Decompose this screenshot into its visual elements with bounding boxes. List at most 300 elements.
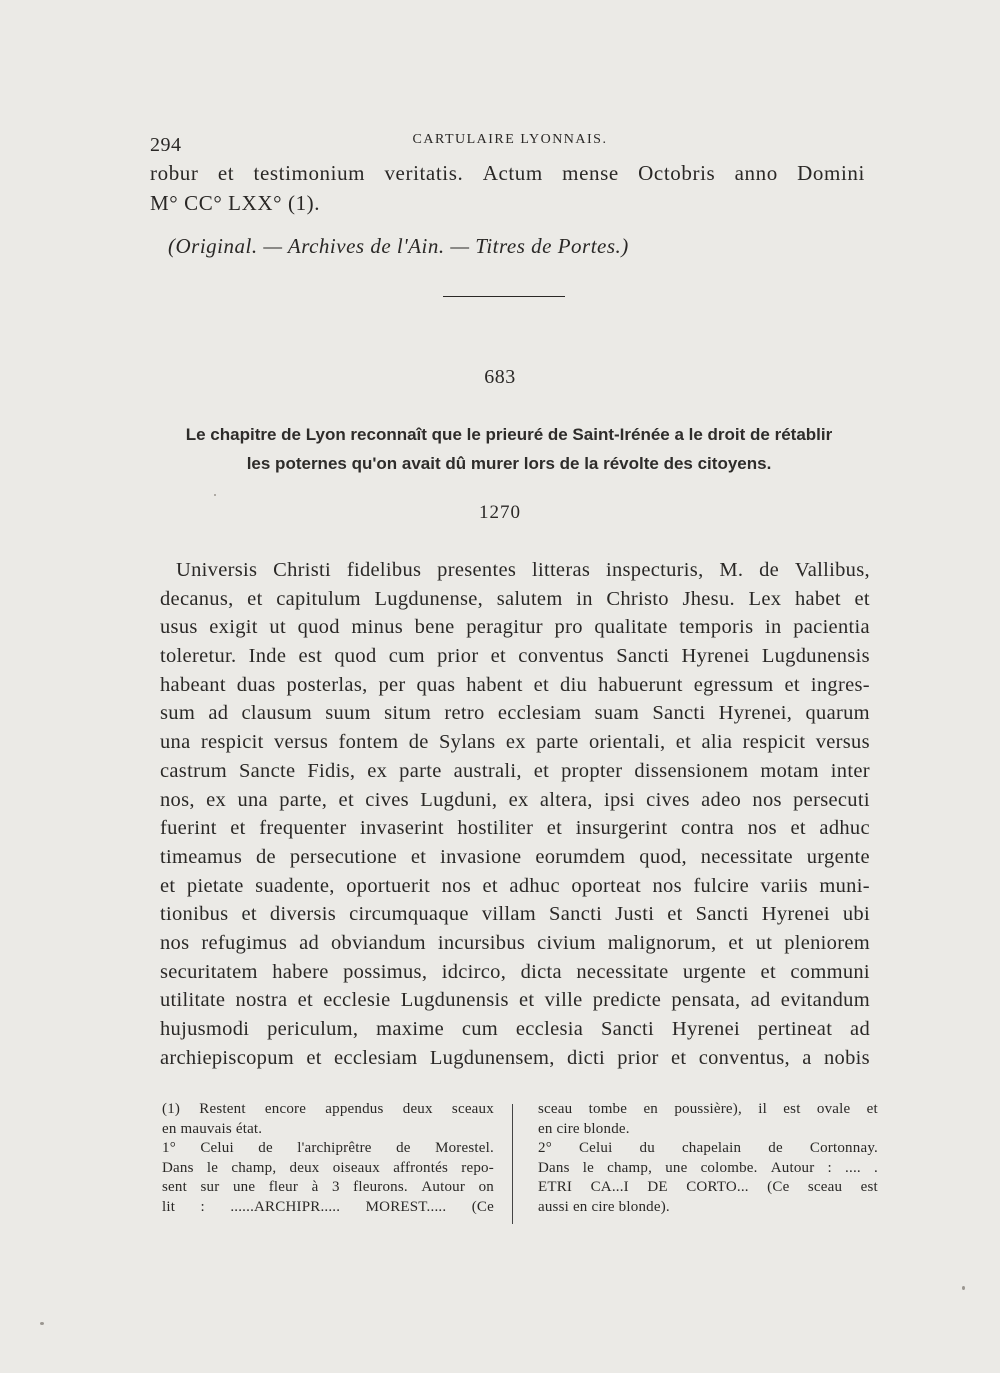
word: necessitate [700,845,793,868]
word: Lugdunensis [400,989,509,1012]
footnote-line [162,1100,494,1120]
word: et [784,673,800,696]
word: oportuerit [346,874,431,897]
word: archiepiscopum [160,1046,294,1069]
word: de [408,731,429,754]
footnote-column-left [162,1100,494,1217]
body-line [160,986,870,1015]
word: decanus, [160,587,234,610]
word: Dans [162,1159,194,1176]
word: et [482,874,498,897]
word: est [783,1101,801,1117]
word: Sancti [600,1018,655,1040]
word: ad [750,989,771,1012]
word: Lugdunensis [761,645,870,668]
word: colombe. [700,1159,758,1176]
word: castrum [160,759,227,782]
word: et [854,587,870,610]
document-body [160,556,870,1072]
word: propter [561,759,623,782]
word: Actum [482,161,543,185]
word: deux [289,1159,320,1176]
word: ETRI [538,1179,573,1195]
word: et [297,989,314,1012]
word: ad [299,931,320,954]
word: Christo [606,587,669,610]
word: repo- [461,1159,494,1176]
word: et [230,817,246,840]
word: cives [646,788,690,811]
word: et [241,903,257,926]
word: villam [481,903,537,926]
word: et [533,673,550,696]
word: fuerint [160,817,217,840]
word: urgente [806,845,870,868]
word: ex [206,788,227,811]
word: l'archiprêtre [297,1140,372,1156]
word: sur [200,1179,220,1195]
paper-speck [214,494,216,496]
word: motam [760,759,819,782]
word: pro [554,616,583,639]
footnotes [162,1100,880,1225]
word: pensata, [671,989,741,1012]
word: adhuc [509,874,560,897]
body-line [160,671,870,700]
word: Lugduni, [420,788,498,811]
word: ingres- [810,673,870,696]
word: de [396,1140,411,1156]
word: frequenter [259,817,347,840]
word: salutem [496,587,563,610]
word: ecclesiam [334,1046,418,1069]
word: Octobris [638,161,716,185]
word: Morestel. [435,1140,494,1156]
word: adeo [701,788,742,811]
word: sceau [807,1179,843,1195]
word: orientali, [588,731,666,754]
word: bene [414,616,455,639]
word: poussière), [674,1101,742,1117]
word: diversis [269,903,337,926]
running-head [150,130,870,160]
word: presentes [437,559,517,581]
previous-text-line-1 [150,158,865,188]
word: clausum [241,702,312,725]
word: duas [236,673,276,696]
word: en [643,1101,658,1117]
word: ad [208,702,229,725]
word: ex [505,731,526,754]
word: periculum, [267,1018,359,1040]
word: ecclesiam [497,702,582,725]
word: una [160,731,191,754]
word: posterlas, [286,673,368,696]
word: et [760,960,776,983]
word: ut [269,616,286,639]
word: ecclesia [515,1018,584,1040]
word: et [546,817,563,840]
summary-line: les poternes qu'on avait dû murer lors de la révolte des citoyens. [246,454,772,473]
word: hujusmodi [160,1018,250,1040]
word: parte [399,759,442,782]
word: testimonium [253,161,366,185]
word: cum [461,1018,499,1040]
word: ubi [842,903,870,926]
word: .... [845,1159,861,1176]
body-line [160,699,870,728]
footnote-line [538,1159,878,1179]
word: conventus [518,645,605,668]
footnote-line [162,1198,494,1218]
word: Fidis, [307,759,356,782]
section-divider [443,296,565,297]
paper-speck [962,1286,965,1290]
word: suam [594,702,640,725]
word: persecutione [289,845,398,868]
word: capitulum [276,587,361,610]
word: est [298,645,323,668]
word: fidelibus [346,559,422,581]
word: et [670,1046,687,1069]
word: champ, [607,1159,653,1176]
word: nos [652,874,682,897]
word: predicte [592,989,662,1012]
word: dissensionem [634,759,749,782]
word: Universis [176,559,258,581]
word: ville [544,989,583,1012]
body-line [160,757,870,786]
word: invaserint [359,817,444,840]
word: mense [562,161,619,185]
word: quod, [639,845,687,868]
word: encore [264,1101,307,1117]
body-line [160,843,870,872]
footnote-line [162,1159,494,1179]
summary-line: Le chapitre de Lyon reconnaît que le prieuré de Saint-Irénée a le droit de rétablir [185,425,833,444]
footnote-line [162,1139,494,1159]
word: ......ARCHIPR..... [230,1198,341,1215]
word: Hyrenei [761,903,830,926]
word: alia [701,731,733,754]
word: (Ce [471,1198,494,1215]
word: et [675,731,692,754]
word: dicta [520,960,562,983]
word: respicit [742,731,806,754]
word: Justi [615,903,655,926]
word: deux [402,1101,433,1117]
word: una [237,788,268,811]
word: egressum [693,673,774,696]
word: suadente, [255,874,335,897]
word: de [759,559,780,581]
body-line [160,814,870,843]
word: Hyrenei, [718,702,793,725]
page-number: 294 [150,134,182,156]
word: sceaux [451,1101,494,1117]
word: retro [444,702,485,725]
word: et [247,587,263,610]
body-line [160,556,870,585]
word: Jhesu. [682,587,735,610]
word: cum [388,645,425,668]
word: Lugdunense, [374,587,484,610]
source-note: (Original. — Archives de l'Ain. — Titres de Portes.) [168,234,629,258]
word: une [665,1159,688,1176]
word: (1) [162,1101,181,1117]
word: cives [365,788,409,811]
word: per [378,673,406,696]
word: incursibus [437,931,526,954]
word: ipsi [604,788,635,811]
word: (Ce [767,1179,790,1195]
word: du [639,1140,655,1156]
word: et [533,759,550,782]
word: sceau [538,1101,573,1117]
word: sent [162,1179,187,1195]
word: necessitate [576,960,669,983]
word: muni- [819,874,870,897]
word: M. [719,559,744,581]
word: et [790,817,806,840]
word: ex [508,788,529,811]
word: et [217,161,235,185]
footnote-line [538,1100,878,1120]
word: et [160,874,176,897]
word: adhuc [819,817,870,840]
word: de [255,845,276,868]
word: Sancti [549,903,603,926]
word: variis [760,874,808,897]
word: ex [367,759,388,782]
paper-speck [40,1322,44,1325]
footnote-line: aussi en cire blonde). [538,1198,670,1215]
word: pertineat [757,1018,833,1040]
word: prior [617,1046,659,1069]
body-line [160,1044,870,1073]
footnote-line: en mauvais état. [162,1120,263,1137]
word: Lex [748,587,782,610]
word: oiseaux [332,1159,380,1176]
footnote-line [162,1178,494,1198]
word: de [768,1140,783,1156]
word: on [478,1179,494,1195]
word: ecclesie [323,989,391,1012]
word: oporteat [571,874,641,897]
word: Sancti [652,702,706,725]
word: 3 [331,1179,340,1195]
word: securitatem [160,960,258,983]
word: diu [560,673,588,696]
previous-text-line-2: M° CC° LXX° (1). [150,191,321,215]
word: respicit [200,731,264,754]
word: et [338,788,354,811]
word: Sancte [238,759,296,782]
word: inspecturis, [605,559,704,581]
word: lit [162,1198,176,1215]
word: robur [150,161,199,185]
word: litteras [531,559,591,581]
word: exigit [209,616,258,639]
word: in [765,616,782,639]
word: et [866,1101,878,1117]
footnote-line [538,1178,878,1198]
word: in [576,587,593,610]
word: fontem [338,731,399,754]
word: Autour [421,1179,466,1195]
word: situm [384,702,432,725]
word: qualitate [594,616,668,639]
word: une [232,1179,256,1195]
body-line [160,728,870,757]
word: Sancti [695,903,749,926]
word: et [728,931,744,954]
word: affrontés [393,1159,449,1176]
word: urgente [682,960,747,983]
word: nos [747,817,777,840]
word: prior [437,645,479,668]
word: et [306,1046,322,1069]
word: persecuti [793,788,870,811]
word: australi, [453,759,522,782]
word: parte [536,731,579,754]
running-title: CARTULAIRE LYONNAIS. [412,132,608,147]
word: tionibus [160,903,229,926]
word: CA...I [590,1179,629,1195]
word: Inde [248,645,287,668]
word: nobis [823,1046,870,1069]
word: MOREST..... [365,1198,447,1215]
word: chapelain [681,1140,742,1156]
word: fleur [268,1179,299,1195]
word: le [582,1159,594,1176]
word: communi [790,960,870,983]
word: . [873,1159,878,1176]
word: et [519,989,535,1012]
body-line [160,1015,870,1044]
word: DE [647,1179,668,1195]
word: ut [755,931,773,954]
body-line [160,613,870,642]
word: nos [752,788,782,811]
word: fulcire [693,874,749,897]
word: Lugdunensem, [429,1046,555,1069]
word: circumquaque [349,903,469,926]
word: habere [272,960,329,983]
word: utilitate [160,989,226,1012]
word: quod [334,645,377,668]
word: anno [734,161,778,185]
word: et [667,903,683,926]
word: le [206,1159,219,1176]
word: sum [160,702,196,725]
word: malignorum, [607,931,717,954]
word: obviandum [330,931,426,954]
body-line [160,585,870,614]
word: dicti [567,1046,605,1069]
word: versus [815,731,870,754]
word: Sancti [616,645,670,668]
word: : [827,1159,832,1176]
word: habent [466,673,523,696]
document-summary [148,420,870,478]
word: maxime [376,1018,445,1040]
body-line [160,900,870,929]
word: et [410,845,427,868]
word: pacientia [793,616,870,639]
footnote-column-divider [512,1104,513,1224]
word: evitandum [780,989,870,1012]
word: toleretur. [160,645,237,668]
word: tombe [588,1101,628,1117]
word: Vallibus, [794,559,870,581]
word: habeant [160,673,226,696]
word: habuerunt [598,673,683,696]
word: fleurons. [353,1179,408,1195]
word: : [200,1198,205,1215]
word: ad [850,1018,870,1040]
word: nos [160,931,190,954]
footnote-column-right [538,1100,878,1217]
word: Celui [200,1140,234,1156]
word: insurgerint [575,817,668,840]
word: pleniorem [784,931,870,954]
word: quas [416,673,456,696]
word: CORTO... [686,1179,749,1195]
word: suum [325,702,371,725]
word: Hyrenei [681,645,750,668]
word: Sylans [438,731,496,754]
word: Autour [770,1159,815,1176]
word: 2° [538,1140,552,1156]
word: Domini [797,161,865,185]
footnote-line: en cire blonde. [538,1120,630,1137]
word: minus [351,616,404,639]
word: 1° [162,1140,176,1156]
word: inter [830,759,870,782]
word: Restent [199,1101,246,1117]
word: veritatis. [384,161,464,185]
word: versus [273,731,329,754]
word: nos, [160,788,195,811]
word: refugimus [201,931,288,954]
word: altera, [539,788,593,811]
body-line [160,872,870,901]
word: de [258,1140,273,1156]
word: civium [537,931,596,954]
word: temporis [679,616,754,639]
word: habet [794,587,841,610]
word: contra [681,817,735,840]
body-line [160,786,870,815]
word: champ, [231,1159,277,1176]
word: a [802,1046,812,1069]
document-date: 1270 [479,502,521,523]
word: nostra [235,989,288,1012]
word: usus [160,616,198,639]
word: est [860,1179,878,1195]
word: hostiliter [457,817,534,840]
word: Celui [578,1140,613,1156]
body-line [160,929,870,958]
word: conventus, [698,1046,790,1069]
word: pietate [186,874,244,897]
word: Dans [538,1159,570,1176]
word: et [490,645,507,668]
word: quarum [805,702,870,725]
footnote-line [538,1139,878,1159]
document-number: 683 [484,366,516,388]
